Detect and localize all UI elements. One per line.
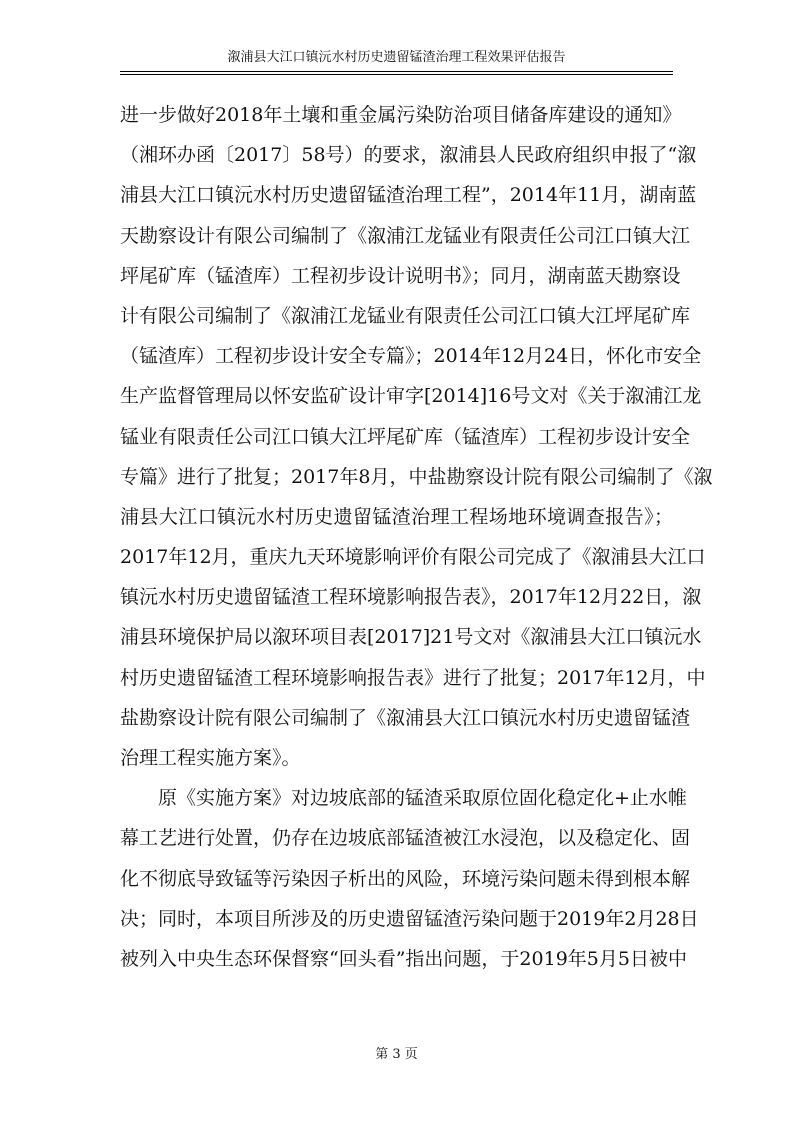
header-rule-thick [120, 71, 673, 72]
text-line: 浦县环境保护局以溆环项目表[2017]21号文对《溆浦县大江口镇沅水 [120, 626, 702, 649]
page-number: 第 3 页 [375, 1047, 418, 1062]
text-line-paragraph-end: 治理工程实施方案》。 [120, 747, 301, 769]
text-line: 化不彻底导致锰等污染因子析出的风险，环境污染问题未得到根本解 [120, 867, 691, 890]
text-line: 盐勘察设计院有限公司编制了《溆浦县大江口镇沅水村历史遗留锰渣 [120, 706, 691, 729]
text-line: 浦县大江口镇沅水村历史遗留锰渣治理工程场地环境调查报告》； [120, 505, 673, 528]
text-line: 决；同时，本项目所涉及的历史遗留锰渣污染问题于2019年2月28日 [120, 907, 699, 930]
text-line: 专篇》进行了批复；2017年8月，中盐勘察设计院有限公司编制了《溆 [120, 465, 713, 488]
text-line: 锰业有限责任公司江口镇大江坪尾矿库（锰渣库）工程初步设计安全 [120, 425, 691, 448]
text-line: 坪尾矿库（锰渣库）工程初步设计说明书》；同月，湖南蓝天勘察设 [120, 264, 681, 287]
text-line: （湘环办函〔2017〕58号）的要求，溆浦县人民政府组织申报了“溆 [120, 144, 697, 167]
page-header: 溆浦县大江口镇沅水村历史遗留锰渣治理工程效果评估报告 [227, 50, 566, 65]
text-line: 天勘察设计有限公司编制了《溆浦江龙锰业有限责任公司江口镇大江 [120, 224, 691, 247]
text-line: 镇沅水村历史遗留锰渣工程环境影响报告表》，2017年12月22日，溆 [120, 586, 702, 609]
text-line-paragraph-start: 原《实施方案》对边坡底部的锰渣采取原位固化稳定化+止水帷 [158, 787, 687, 810]
text-line: 生产监督管理局以怀安监矿设计审字[2014]16号文对《关于溆浦江龙 [120, 385, 702, 408]
text-line: 2017年12月，重庆九天环境影响评价有限公司完成了《溆浦县大江口 [120, 546, 706, 569]
text-line: 计有限公司编制了《溆浦江龙锰业有限责任公司江口镇大江坪尾矿库 [120, 304, 691, 327]
text-line: （锰渣库）工程初步设计安全专篇》；2014年12月24日，怀化市安全 [120, 345, 702, 368]
text-line: 幕工艺进行处置，仍存在边坡底部锰渣被江水浸泡，以及稳定化、固 [120, 827, 691, 850]
text-line: 进一步做好2018年土壤和重金属污染防治项目储备库建设的通知》 [120, 104, 682, 126]
text-line: 浦县大江口镇沅水村历史遗留锰渣治理工程”，2014年11月，湖南蓝 [120, 184, 697, 207]
body-text [120, 95, 713, 979]
header-rule-thin [120, 74, 673, 75]
text-line: 被列入中央生态环保督察“回头看”指出问题，于2019年5月5日被中 [120, 947, 687, 970]
text-line: 村历史遗留锰渣工程环境影响报告表》进行了批复；2017年12月，中 [120, 666, 706, 689]
